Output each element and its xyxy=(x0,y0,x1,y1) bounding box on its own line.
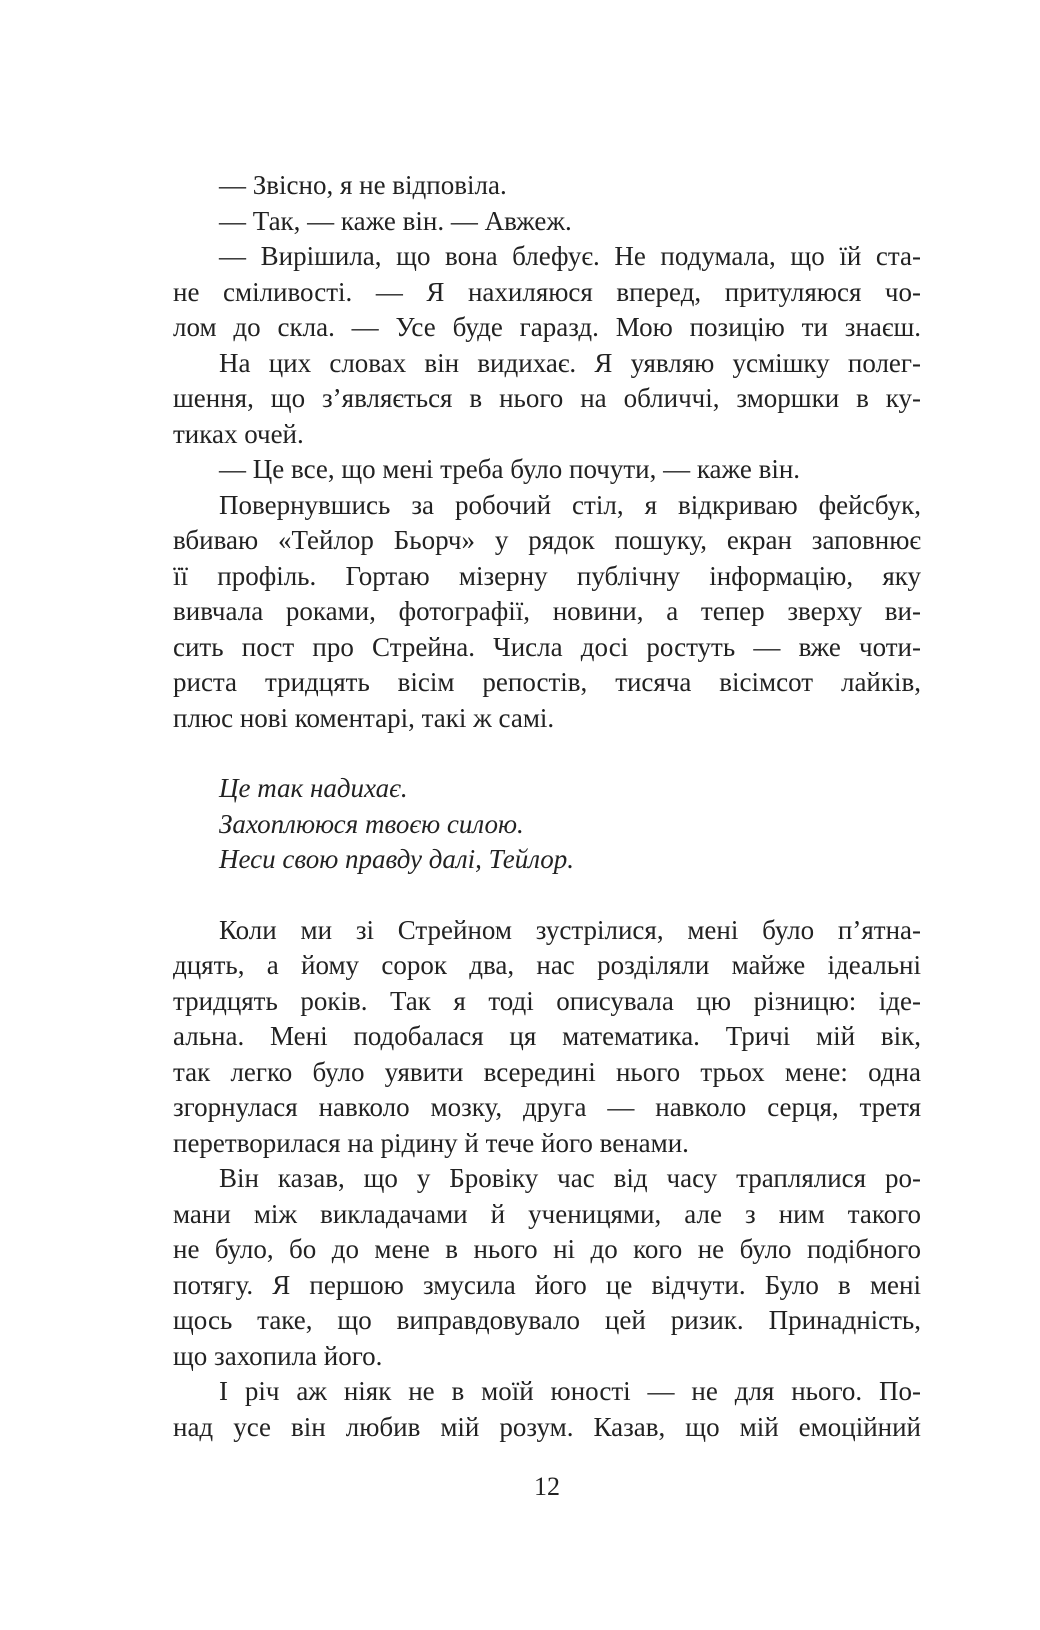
text-line: над усе він любив мій розум. Казав, що мій емоційний xyxy=(173,1411,921,1442)
text-line: Це так надихає. xyxy=(219,773,408,803)
text-line: Повернувшись за робочий стіл, я відкриваю фейсбук, xyxy=(219,489,921,520)
text-line: вивчала роками, фотографії, новини, а тепер зверху ви- xyxy=(173,596,921,626)
text-line: Він казав, що у Бровіку час від часу траплялися ро- xyxy=(219,1163,921,1193)
text-line: згорнулася навколо мозку, друга — навколо серця, третя xyxy=(173,1092,921,1122)
quoted-comment xyxy=(173,842,921,878)
text-line: — Так, — каже він. — Авжеж. xyxy=(219,205,572,236)
paragraph xyxy=(173,913,921,1162)
page-number: 12 xyxy=(534,1472,560,1501)
text-line: що захопила його. xyxy=(173,1340,383,1371)
text-line: лом до скла. — Усе буде гаразд. Мою позицію ти знаєш. xyxy=(173,312,921,342)
text-line: — Звісно, я не відповіла. xyxy=(219,170,507,200)
text-line: мани між викладачами й ученицями, але з ним такого xyxy=(173,1198,921,1229)
text-line: І річ аж ніяк не в моїй юності — не для нього. По- xyxy=(219,1376,921,1406)
quoted-comment xyxy=(173,771,921,807)
text-line: тридцять років. Так я тоді описувала цю різницю: іде- xyxy=(173,985,921,1016)
text-line: вбиваю «Тейлор Бьорч» у рядок пошуку, екран заповнює xyxy=(173,525,921,555)
text-column xyxy=(173,168,921,1445)
paragraph xyxy=(173,346,921,453)
text-line: не було, бо до мене в нього ні до кого не було подібного xyxy=(173,1234,921,1264)
paragraph xyxy=(173,452,921,488)
text-line: тиках очей. xyxy=(173,418,304,449)
text-line: перетворилася на рідину й тече його венами. xyxy=(173,1127,689,1158)
paragraph xyxy=(173,168,921,204)
paragraph xyxy=(173,204,921,240)
text-line: Коли ми зі Стрейном зустрілися, мені було п’ятна- xyxy=(219,914,921,945)
paragraph xyxy=(173,1374,921,1445)
text-line: її профіль. Гортаю мізерну публічну інформацію, яку xyxy=(173,560,921,591)
paragraph xyxy=(173,239,921,346)
text-line: плюс нові коментарі, такі ж самі. xyxy=(173,702,555,733)
quoted-comment xyxy=(173,807,921,843)
text-line: шення, що з’являється в нього на обличчі, зморшки в ку- xyxy=(173,383,921,413)
text-line: На цих словах він видихає. Я уявляю усмішку полег- xyxy=(219,347,921,378)
paragraph xyxy=(173,1161,921,1374)
text-line: риста тридцять вісім репостів, тисяча вісімсот лайків, xyxy=(173,667,921,697)
text-line: щось таке, що виправдовувало цей ризик. Принадність, xyxy=(173,1305,921,1335)
text-line: сить пост про Стрейна. Числа досі ростуть — вже чоти- xyxy=(173,631,921,662)
text-line: так легко було уявити всередині нього трьох мене: одна xyxy=(173,1056,921,1087)
text-line: — Вирішила, що вона блефує. Не подумала, що їй ста- xyxy=(219,241,921,271)
text-line: дцять, а йому сорок два, нас розділяли майже ідеальні xyxy=(173,950,921,980)
text-line: потягу. Я першою змусила його це відчути. Було в мені xyxy=(173,1269,921,1300)
paragraph xyxy=(173,488,921,737)
text-line: альна. Мені подобалася ця математика. Тричі мій вік, xyxy=(173,1021,921,1051)
text-line: не сміливості. — Я нахиляюся вперед, притуляюся чо- xyxy=(173,276,921,307)
text-line: Неси свою правду далі, Тейлор. xyxy=(219,844,575,874)
text-line: Захоплююся твоєю силою. xyxy=(219,808,524,839)
text-line: — Це все, що мені треба було почути, — каже він. xyxy=(219,454,801,484)
